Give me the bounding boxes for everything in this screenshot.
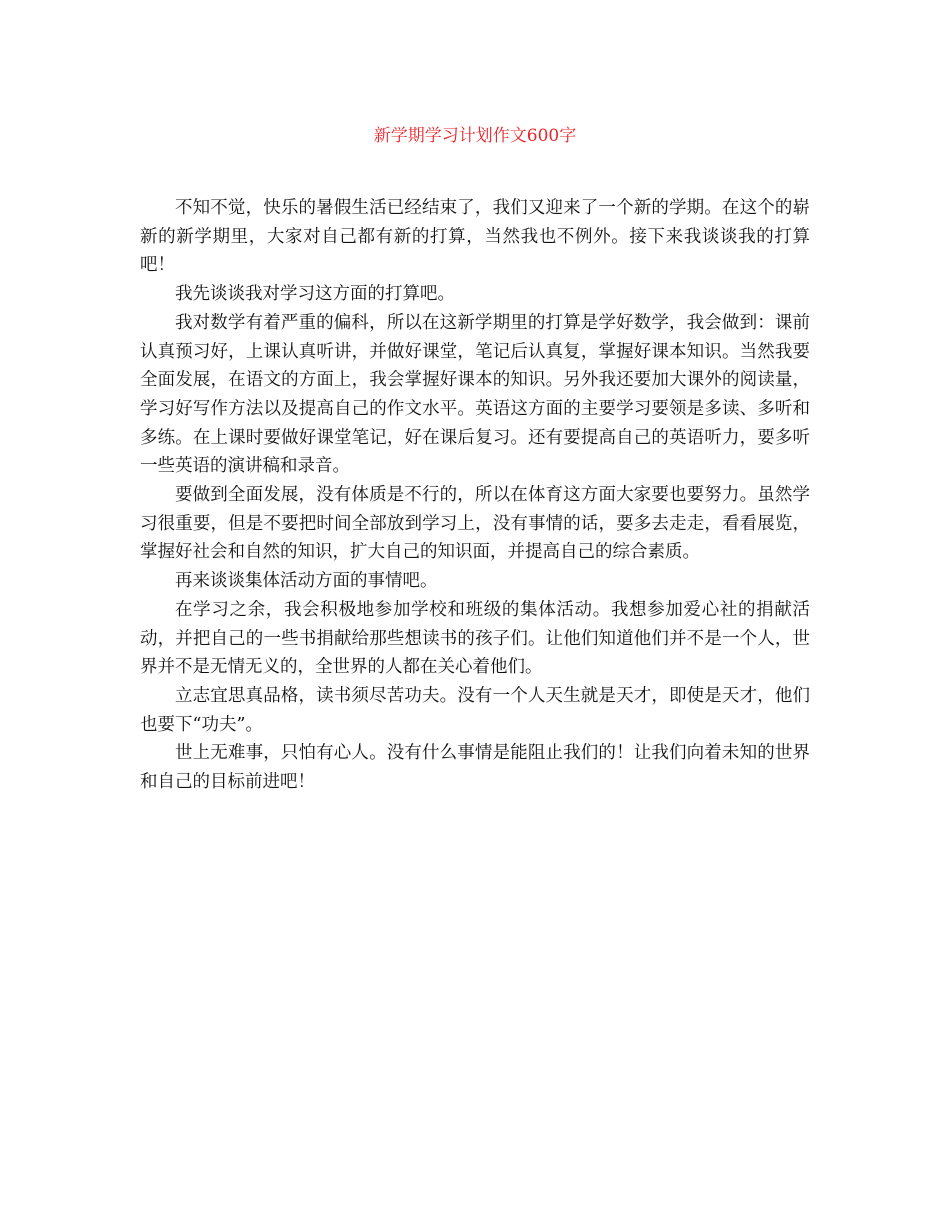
document-title: 新学期学习计划作文600字 xyxy=(373,126,577,146)
paragraph-4: 要做到全面发展，没有体质是不行的，所以在体育这方面大家要也要努力。虽然学习很重要，但是不要把时间全部放到学习上，没有事情的话，要多去走走，看看展览，掌握好社会和自然的知识，扩大自己的知识面，并提高自己的综合素质。 xyxy=(140,485,810,563)
paragraph-5: 再来谈谈集体活动方面的事情吧。 xyxy=(175,571,438,592)
document-body xyxy=(140,194,810,797)
paragraph-8: 世上无难事，只怕有心人。没有什么事情是能阻止我们的！让我们向着未知的世界和自己的目标前进吧！ xyxy=(140,743,810,793)
paragraph-6: 在学习之余，我会积极地参加学校和班级的集体活动。我想参加爱心社的捐献活动，并把自己的一些书捐献给那些想读书的孩子们。让他们知道他们并不是一个人，世界并不是无情无义的，全世界的人都在关心着他们。 xyxy=(140,599,810,678)
paragraph-7: 立志宜思真品格，读书须尽苦功夫。没有一个人天生就是天才，即使是天才，他们也要下“功夫”。 xyxy=(140,685,810,735)
paragraph-3: 我对数学有着严重的偏科，所以在这新学期里的打算是学好数学，我会做到：课前认真预习好，上课认真听讲，并做好课堂，笔记后认真复，掌握好课本知识。当然我要全面发展，在语文的方面上，我会掌握好课本的知识。另外我还要加大课外的阅读量，学习好写作方法以及提高自己的作文水平。英语这方面的主要学习要领是多读、多听和多练。在上课时要做好课堂笔记，好在课后复习。还有要提高自己的英语听力，要多听一些英语的演讲稿和录音。 xyxy=(140,312,810,477)
paragraph-2: 我先谈谈我对学习这方面的打算吧。 xyxy=(175,284,455,305)
paragraph-1: 不知不觉，快乐的暑假生活已经结束了，我们又迎来了一个新的学期。在这个的崭新的新学期里，大家对自己都有新的打算，当然我也不例外。接下来我谈谈我的打算吧！ xyxy=(140,198,810,276)
